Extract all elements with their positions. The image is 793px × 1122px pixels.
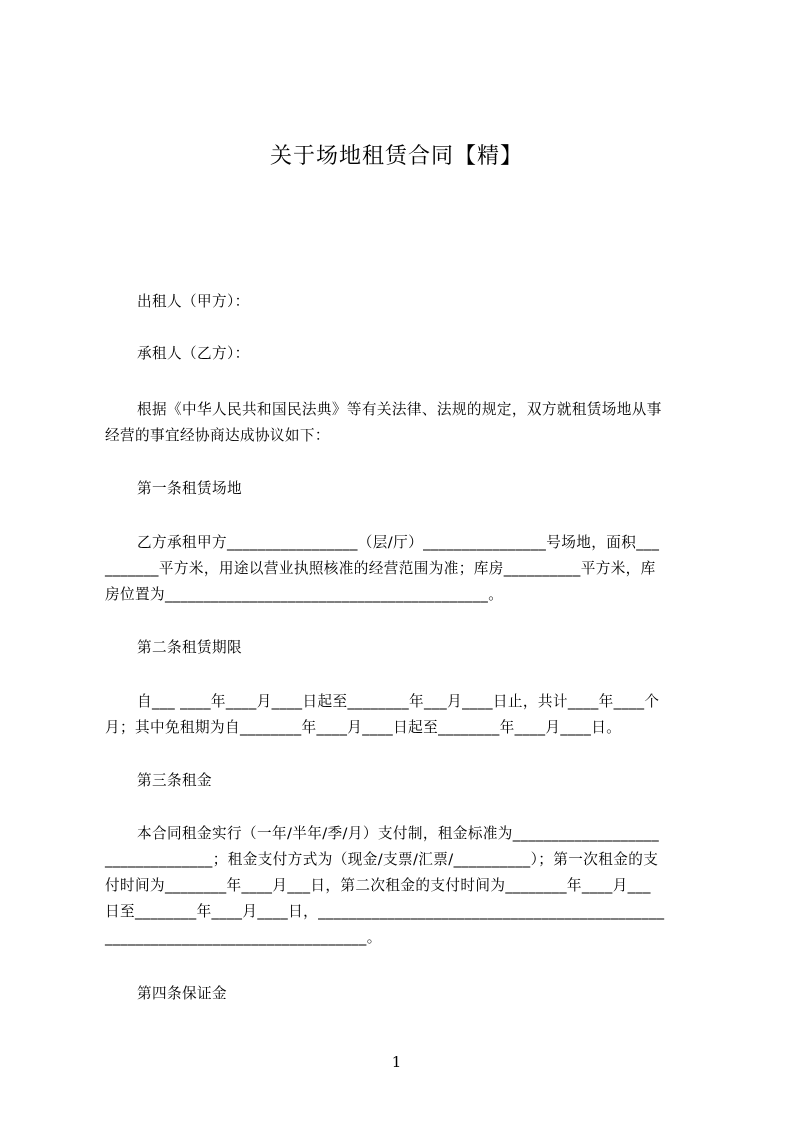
- article-3-line-3: 付时间为________年____月___日，第二次租金的支付时间为________年____月___: [105, 877, 651, 894]
- article-1-line-2: _______平方米，用途以营业执照核准的经营范围为准；库房__________平方米，库: [105, 560, 656, 577]
- article-3-body: [105, 821, 703, 951]
- page-number: 1: [391, 1053, 402, 1071]
- article-4-title: 第四条保证金: [137, 985, 227, 1002]
- article-3-line-2: ______________；租金支付方式为（现金/支票/汇票/__________）；第一次租金的支: [105, 851, 659, 868]
- article-2-line-2: 月；其中免租期为自________年____月____日起至________年____月____日。: [105, 719, 622, 736]
- article-1-line-3: 房位置为__________________________________________。: [105, 586, 504, 603]
- article-1-line-1: 乙方承租甲方_________________（层/厅）________________号场地，面积___: [137, 534, 660, 551]
- article-2-body: [105, 689, 703, 741]
- intro-line-1: 根据《中华人民共和国民法典》等有关法律、法规的规定，双方就租赁场地从事: [137, 401, 662, 418]
- article-3-line-1: 本合同租金实行（一年/半年/季/月）支付制，租金标准为___________________: [137, 825, 660, 842]
- intro-line-2: 经营的事宜经协商达成协议如下：: [105, 427, 330, 444]
- article-3-title: 第三条租金: [137, 772, 212, 789]
- party-b-line: 承租人（乙方）：: [137, 345, 250, 362]
- document-title: 关于场地租赁合同【精】: [269, 144, 523, 169]
- article-3-line-4: 日至________年____月____日，_____________________________________________: [105, 903, 665, 920]
- article-1-body: [105, 530, 703, 608]
- article-3-line-5: __________________________________。: [105, 929, 382, 946]
- article-2-title: 第二条租赁期限: [137, 639, 242, 656]
- party-a-line: 出租人（甲方）：: [137, 293, 250, 310]
- article-1-title: 第一条租赁场地: [137, 480, 242, 497]
- intro-paragraph: [105, 397, 703, 449]
- article-2-line-1: 自___ ____年____月____日起至________年___月____日止，共计____年____个: [137, 693, 660, 710]
